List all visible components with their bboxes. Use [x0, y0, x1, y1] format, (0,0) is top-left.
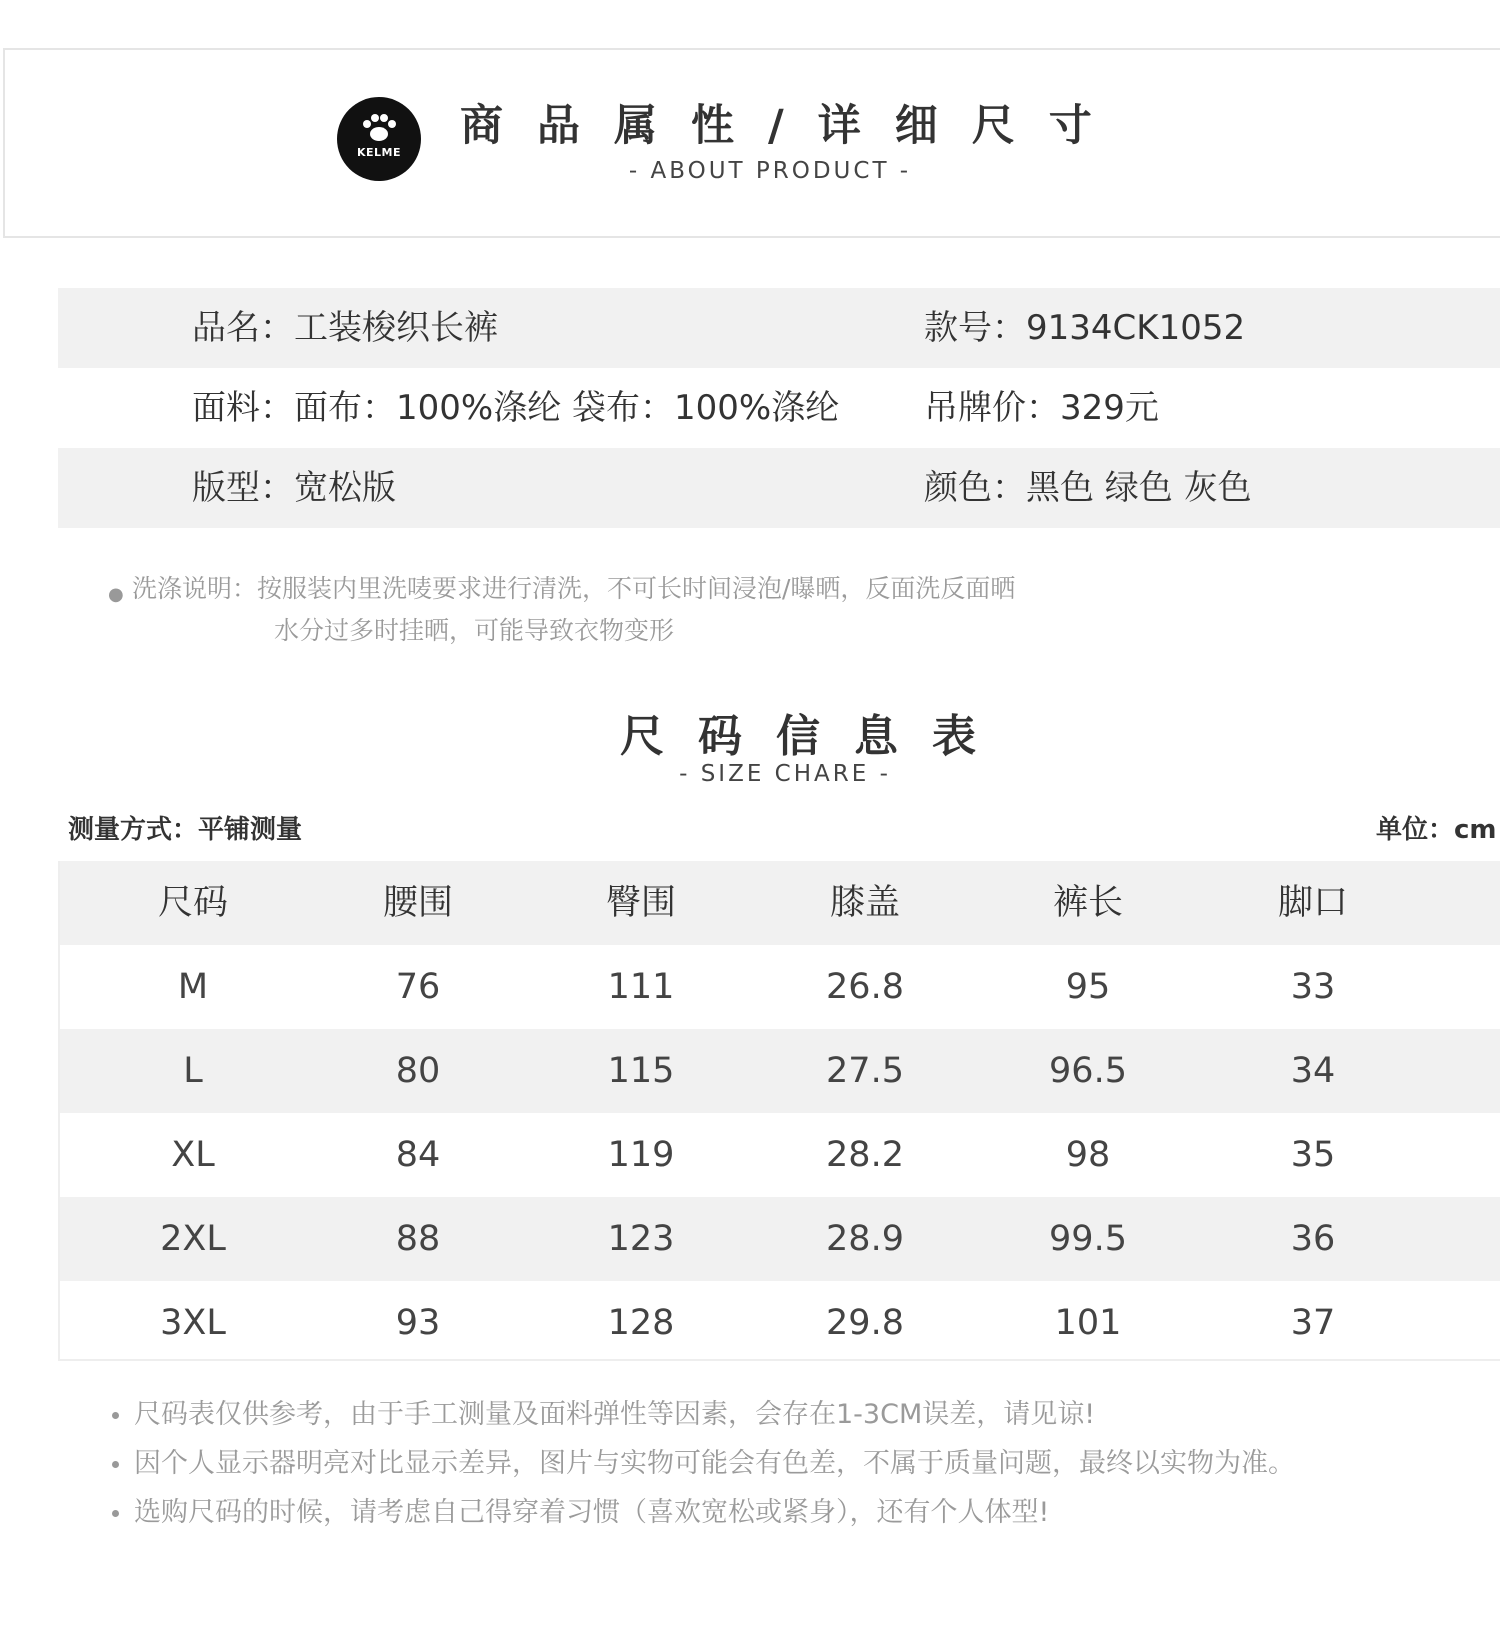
- size-chart-title: 尺码信息表: [620, 711, 1010, 762]
- table-cell: 123: [607, 1219, 675, 1259]
- table-cell: 37: [1290, 1303, 1336, 1343]
- table-cell: M: [177, 967, 209, 1007]
- table-cell: 76: [395, 967, 441, 1007]
- table-cell: 88: [395, 1219, 441, 1259]
- table-cell: 95: [1065, 967, 1111, 1007]
- table-cell: L: [183, 1051, 203, 1091]
- table-cell: 119: [607, 1135, 675, 1175]
- note-item: 选购尺码的时候，请考虑自己得穿着习惯（喜欢宽松或紧身），还有个人体型!: [112, 1488, 1295, 1537]
- header-cell: 臀围: [605, 883, 676, 923]
- wash-line-2: 水分过多时挂晒，可能导致衣物变形: [274, 616, 675, 645]
- table-row: [60, 1197, 1500, 1281]
- page-subtitle: - ABOUT PRODUCT -: [628, 158, 912, 184]
- table-cell: 27.5: [826, 1051, 904, 1091]
- table-cell: 2XL: [160, 1219, 226, 1259]
- table-cell: 35: [1290, 1135, 1336, 1175]
- note-item: 尺码表仅供参考，由于手工测量及面料弹性等因素，会存在1-3CM误差，请见谅!: [112, 1390, 1295, 1439]
- measure-method: 测量方式：平铺测量: [68, 815, 303, 845]
- header-cell: 腰围: [382, 883, 453, 923]
- table-cell: 101: [1054, 1303, 1122, 1343]
- table-cell: 26.8: [826, 967, 904, 1007]
- wash-instructions: [132, 568, 1332, 652]
- table-row: [60, 1029, 1500, 1113]
- notes-list: [112, 1390, 1295, 1537]
- table-cell: 99.5: [1049, 1219, 1127, 1259]
- table-cell: 33: [1290, 967, 1336, 1007]
- note-item: 因个人显示器明亮对比显示差异，图片与实物可能会有色差，不属于质量问题，最终以实物为准。: [112, 1439, 1295, 1488]
- kelme-logo: [337, 97, 421, 181]
- table-cell: 128: [607, 1303, 675, 1343]
- table-cell: 28.2: [826, 1135, 904, 1175]
- attr-colors: 颜色：黑色 绿色 灰色: [924, 468, 1252, 508]
- table-row: [60, 945, 1500, 1029]
- bullet-icon: ●: [108, 584, 124, 605]
- header-cell: 膝盖: [829, 883, 900, 923]
- table-cell: 93: [395, 1303, 441, 1343]
- header-cell: 裤长: [1052, 883, 1123, 923]
- table-cell: 80: [395, 1051, 441, 1091]
- table-cell: XL: [171, 1135, 215, 1175]
- table-cell: 111: [607, 967, 675, 1007]
- table-cell: 36: [1290, 1219, 1336, 1259]
- table-cell: 96.5: [1049, 1051, 1127, 1091]
- table-row: [60, 1113, 1500, 1197]
- attr-fabric: 面料：面布：100%涤纶 袋布：100%涤纶: [192, 388, 840, 428]
- table-cell: 28.9: [826, 1219, 904, 1259]
- attr-style-number: 款号：9134CK1052: [924, 308, 1246, 348]
- logo-text: KELME: [356, 146, 401, 159]
- paw-icon: [337, 97, 421, 181]
- table-cell: 34: [1290, 1051, 1336, 1091]
- page-title: 商品属性/详细尺寸: [460, 101, 1126, 151]
- header-cell: 尺码: [157, 883, 228, 923]
- table-header-row: [60, 861, 1500, 945]
- attr-product-name: 品名：工装梭织长裤: [192, 308, 498, 348]
- attribute-row: [58, 368, 1500, 448]
- wash-line-1: 洗涤说明：按服装内里洗唛要求进行清洗，不可长时间浸泡/曝晒，反面洗反面晒: [132, 574, 1016, 603]
- table-cell: 3XL: [160, 1303, 226, 1343]
- header-cell: 脚口: [1277, 883, 1348, 923]
- attribute-row: [58, 288, 1500, 368]
- size-chart-subtitle: - SIZE CHARE -: [679, 761, 891, 787]
- table-cell: 84: [395, 1135, 441, 1175]
- attribute-row: [58, 448, 1500, 528]
- unit-label: 单位：cm: [1376, 815, 1497, 845]
- attr-fit: 版型：宽松版: [192, 468, 396, 508]
- table-cell: 115: [607, 1051, 675, 1091]
- size-table: [58, 861, 1500, 1361]
- table-cell: 29.8: [826, 1303, 904, 1343]
- table-row: [60, 1281, 1500, 1365]
- attr-tag-price: 吊牌价：329元: [924, 388, 1159, 428]
- table-cell: 98: [1065, 1135, 1111, 1175]
